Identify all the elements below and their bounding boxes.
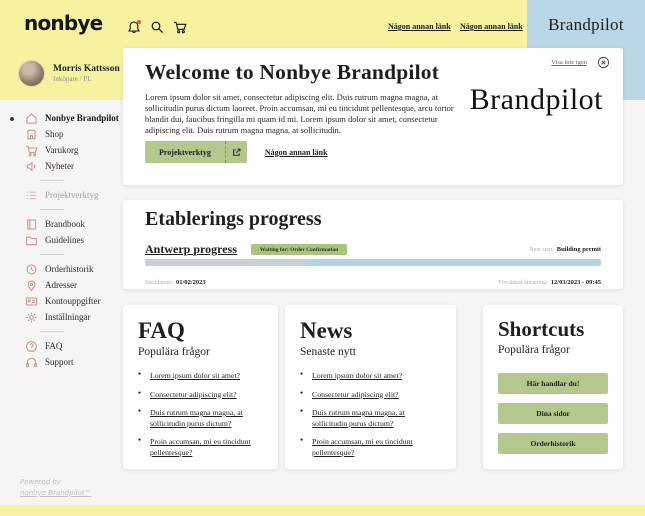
faq-list [138,371,263,458]
user-name: Morris Kattsson [53,64,120,74]
progress-title: Etablerings progress [145,208,322,230]
dismiss-link[interactable]: Visa inte igen [551,59,587,66]
faq-list-item [138,408,263,429]
shortcut-button-pages[interactable]: Dina sidor [498,403,608,424]
sidebar-item-faq[interactable]: FAQ [0,338,123,354]
expected-launch: Förväntad lansering: 12/03/2023 - 09:45 [498,279,601,286]
faq-link[interactable]: Proin accumsan, mi eu tincidunt pellentesque? [150,437,251,457]
sidebar-item-projektverktyg[interactable]: Projektverktyg [0,187,123,203]
home-icon [25,112,38,125]
faq-card [123,305,278,469]
brandpilot-logotype: Brandpilot [469,83,603,116]
sidebar-divider [40,209,64,210]
header-links [0,0,527,48]
welcome-secondary-link[interactable]: Någon annan länk [264,147,328,157]
projektverktyg-button[interactable]: Projektverktyg [145,141,247,163]
external-link-icon [225,141,247,163]
shop-icon [25,128,38,141]
avatar [18,60,45,87]
header-link-1[interactable]: Någon annan länk [388,22,451,31]
progress-bar [145,259,601,266]
news-link[interactable]: Proin accumsan, mi eu tincidunt pellentesque? [312,437,413,457]
sidebar-item-nonbye-brandpilot[interactable]: Nonbye Brandpilot [0,110,123,126]
news-list-item [300,408,441,429]
news-title: News [300,318,353,343]
status-badge: Waiting for: Order Confirmation [251,244,347,255]
shortcut-button-shop[interactable]: Här handlar du! [498,373,608,394]
sidebar-item-varukorg[interactable]: Varukorg [0,142,123,158]
news-list [300,371,441,458]
sidebar-item-brandbook[interactable]: Brandbook [0,216,123,232]
headset-icon [25,356,38,369]
progress-bar-completed [145,259,305,266]
idcard-icon [25,295,38,308]
pin-icon [25,279,38,292]
welcome-title: Welcome to Nonbye Brandpilot [145,60,440,84]
powered-by-label: Powered by [20,478,61,486]
next-step-value: Building permit [556,246,601,253]
shortcuts-title: Shortcuts [498,317,585,341]
user-role: Inköpare / PL [53,75,92,83]
gear-icon [25,311,38,324]
start-date: Startdatum: 01/02/2023 [145,279,206,286]
shortcut-buttons [498,373,608,454]
user-profile[interactable] [18,60,120,87]
powered-by [20,477,91,498]
shortcut-button-orderhistory[interactable]: Orderhistorik [498,433,608,454]
shortcuts-subtitle: Populära frågor [498,344,570,356]
sidebar-nav [0,110,123,370]
faq-link[interactable]: Lorem ipsum dolor sit amet? [150,371,241,380]
antwerp-progress-link[interactable]: Antwerp progress [145,242,237,256]
sidebar-divider [40,331,64,332]
sidebar-divider [40,180,64,181]
news-card [285,305,456,469]
sidebar-item-adresser[interactable]: Adresser [0,277,123,293]
header-link-2[interactable]: Någon annan länk [460,22,523,31]
news-list-item [300,390,441,401]
book-icon [25,218,38,231]
sidebar-item-nyheter[interactable]: Nyheter [0,158,123,174]
faq-title: FAQ [138,318,185,343]
faq-subtitle: Populära frågor [138,346,210,358]
progress-row [145,242,601,257]
sidebar-item-support[interactable]: Support [0,354,123,370]
news-link[interactable]: Consectetur adipiscing elit? [312,389,399,399]
welcome-body: Lorem ipsum dolor sit amet, consectetur adipiscing elit. Duis rutrum magna magna, at sollicitudin purus dictum laoreet. Proin accumsan, mi eu tincidunt pellentesque, arcu tortor blandit dui, faucibus fringilla mi quam id mi. Lorem ipsum dolor sit amet, consectetur adipiscing elit. Duis rutrum magna magna, at sollicitudin. [145,92,454,135]
footer-accent-strip [0,505,645,516]
powered-by-brand-link[interactable]: nonbye Brandpilot™ [20,488,92,497]
faq-link[interactable]: Duis rutrum magna magna, at sollicitudin purus dictum? [150,408,243,428]
welcome-actions [145,141,328,163]
faq-link[interactable]: Consectetur adipiscing elit? [150,389,237,399]
sidebar-item-guidelines[interactable]: Guidelines [0,232,123,248]
sidebar-divider [40,254,64,255]
news-list-item [300,371,441,382]
welcome-card [123,48,623,185]
close-icon[interactable] [597,56,610,69]
news-subtitle: Senaste nytt [300,346,356,358]
news-link[interactable]: Duis rutrum magna magna, at sollicitudin purus dictum? [312,408,405,428]
sidebar-item-kontouppgifter[interactable]: Kontouppgifter [0,293,123,309]
cart-icon [25,144,38,157]
news-list-item [300,437,441,458]
folder-icon [25,234,38,247]
brandpilot-banner-label: Brandpilot [548,15,624,34]
active-dot [10,117,14,121]
nonbye-logo[interactable]: nonbye [24,11,103,35]
progress-card [123,200,623,289]
faq-list-item [138,371,263,382]
faq-list-item [138,390,263,401]
sidebar-item-shop[interactable]: Shop [0,126,123,142]
next-step: Next step: Building permit [529,246,601,253]
sidebar-item-orderhistorik[interactable]: Orderhistorik [0,261,123,277]
list-icon [25,189,38,202]
shortcuts-card [483,305,623,469]
megaphone-icon [25,160,38,173]
progress-dates [145,271,601,289]
news-link[interactable]: Lorem ipsum dolor sit amet? [312,371,403,380]
sidebar-item-installningar[interactable]: Inställningar [0,309,123,325]
faq-list-item [138,437,263,458]
question-icon [25,340,38,353]
clock-icon [25,263,38,276]
